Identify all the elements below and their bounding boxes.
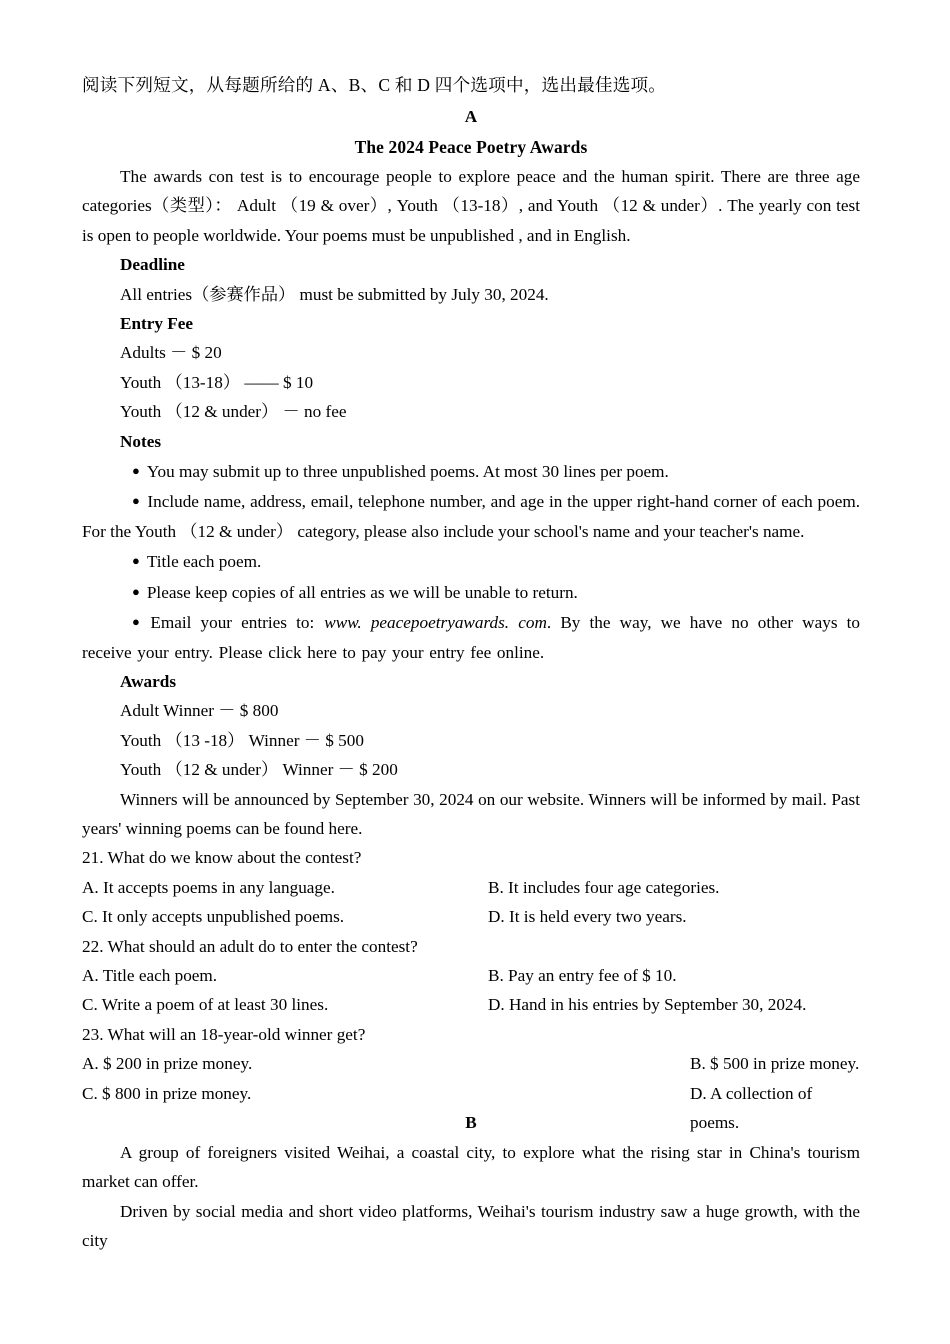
note-text: You may submit up to three unpublished poems. At most 30 lines per poem. [146, 462, 669, 482]
option-21-d[interactable]: D. It is held every two years. [488, 907, 687, 927]
option-23-a[interactable]: A. $ 200 in prize money. [82, 1054, 253, 1074]
award-youth-13-18: Youth （13 -18） Winner － $ 500 [120, 730, 364, 750]
award-youth-12-under: Youth （12 & under） Winner － $ 200 [120, 760, 398, 780]
heading-deadline: Deadline [120, 255, 185, 275]
option-21-b[interactable]: B. It includes four age categories. [488, 877, 720, 897]
document-content [82, 70, 860, 1256]
entry-fee-youth-12-under: Youth （12 & under） － no fee [120, 402, 347, 422]
heading-awards: Awards [120, 671, 177, 691]
note-text: Please keep copies of all entries as we will be unable to return. [146, 582, 578, 602]
passage-b-letter: B [465, 1112, 477, 1132]
passage-b-paragraph-1: A group of foreigners visited Weihai, a coastal city, to explore what the rising star in China's tourism market can offer. [82, 1142, 860, 1192]
bullet-icon: ● [132, 614, 144, 630]
question-22-stem: 22. What should an adult do to enter the contest? [82, 936, 418, 956]
question-23-stem: 23. What will an 18-year-old winner get? [82, 1024, 366, 1044]
bullet-icon: ● [132, 463, 140, 479]
question-22-options-row-1 [82, 961, 860, 990]
option-23-c[interactable]: C. $ 800 in prize money. [82, 1083, 252, 1103]
passage-a [82, 102, 861, 1132]
passage-a-letter: A [464, 107, 478, 126]
option-22-d[interactable]: D. Hand in his entries by September 30, 2024. [488, 995, 807, 1015]
question-21-options-row-2 [82, 902, 860, 931]
option-23-d[interactable]: D. A collection of poems. [690, 1083, 813, 1132]
passage-a-closing: Winners will be announced by September 30, 2024 on our website. Winners will be informed by mail. Past years' winning poems can be found here. [82, 789, 860, 838]
question-23-options-row-1 [82, 1049, 860, 1078]
entry-fee-youth-13-18: Youth （13-18） —— $ 10 [120, 372, 314, 392]
email-url-text[interactable]: www. peacepoetryawards. com [324, 613, 547, 633]
passage-b-paragraph-2: Driven by social media and short video platforms, Weihai's tourism industry saw a huge growth, with the city [82, 1201, 860, 1251]
question-22-options-row-2 [82, 990, 860, 1019]
bullet-icon: ● [132, 493, 141, 509]
option-21-a[interactable]: A. It accepts poems in any language. [82, 877, 335, 897]
email-tail-text: . By the way, we have no other ways to receive your entry. Please click here to pay your entry fee online. [82, 613, 861, 662]
note-bullet-email [82, 607, 860, 667]
passage-a-intro: The awards con test is to encourage people to explore peace and the human spirit. There are three age categories（类型）： Adult （19 & over）, Youth （13-18）, and Youth （12 & under）. The yearly con test is open to people worldwide. Your poems must be unpublished , and in English. [82, 167, 860, 245]
option-23-b[interactable]: B. $ 500 in prize money. [690, 1054, 860, 1074]
entry-fee-adults: Adults － $ 20 [120, 343, 222, 363]
option-21-c[interactable]: C. It only accepts unpublished poems. [82, 907, 345, 927]
question-23-options-row-2 [82, 1079, 860, 1132]
bullet-icon: ● [132, 583, 140, 599]
passage-a-title: The 2024 Peace Poetry Awards [354, 137, 588, 157]
note-bullet [82, 456, 860, 486]
heading-entry-fee: Entry Fee [120, 314, 194, 334]
award-adult: Adult Winner － $ 800 [120, 701, 279, 721]
question-21-options-row-1 [82, 873, 860, 902]
question-21-stem: 21. What do we know about the contest? [82, 848, 362, 868]
note-bullet [82, 577, 860, 607]
note-text: Email your entries to: [150, 613, 315, 633]
option-22-a[interactable]: A. Title each poem. [82, 965, 218, 985]
deadline-line: All entries（参赛作品） must be submitted by July 30, 2024. [120, 284, 549, 304]
option-22-c[interactable]: C. Write a poem of at least 30 lines. [82, 995, 329, 1015]
instruction-line: 阅读下列短文，从每题所给的 A、B、C 和 D 四个选项中，选出最佳选项。 [82, 75, 667, 95]
option-22-b[interactable]: B. Pay an entry fee of $ 10. [488, 965, 677, 985]
note-bullet [82, 486, 860, 546]
bullet-icon: ● [132, 553, 140, 569]
note-bullet [82, 546, 860, 576]
note-text: Include name, address, email, telephone number, and age in the upper right-hand corner of each poem. For the Youth （12 & under） category, please also include your school's name and your teacher's name. [82, 492, 860, 541]
heading-notes: Notes [120, 431, 162, 451]
note-text: Title each poem. [146, 552, 262, 572]
